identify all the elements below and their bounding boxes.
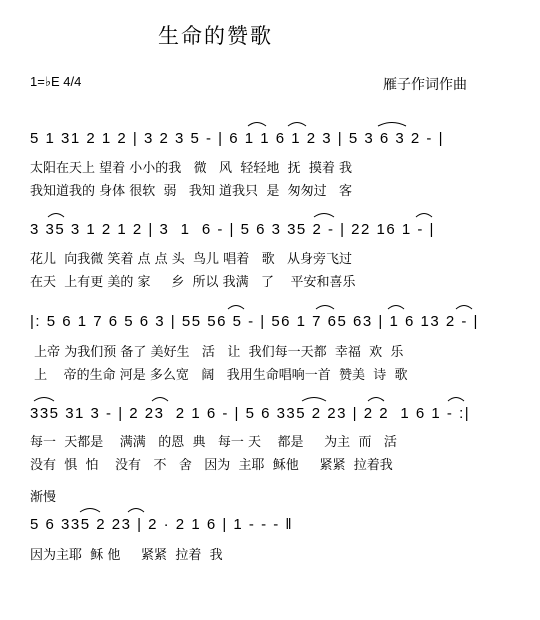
notation-line: |: 5 6 1 7 6 5 6 3 | 55 56 5 - | 56 1 7 65 63 | 1 6 13 2 - | xyxy=(30,313,479,330)
notation-line: 5 6 335 2 23 | 2 · 2 1 6 | 1 - - - ‖ xyxy=(30,516,294,533)
tie-arc xyxy=(368,398,384,402)
tie-arc xyxy=(228,306,244,310)
tie-arc xyxy=(448,398,464,402)
tie-arc xyxy=(248,123,266,127)
notation-line: 3 35 3 1 2 1 2 | 3 1 6 - | 5 6 3 35 2 - | 22 16 1 - | xyxy=(30,221,435,238)
tie-arc xyxy=(388,306,404,310)
tie-arc xyxy=(48,214,64,218)
tie-arc xyxy=(128,509,144,513)
tie-arc xyxy=(456,306,472,310)
lyric-line: 太阳在天上 望着 小小的我 微 风 轻轻地 抚 摸着 我 xyxy=(30,161,352,176)
tie-arc xyxy=(80,509,100,513)
page-title: 生命的赞歌 xyxy=(158,24,273,48)
notation-line: 5 1 31 2 1 2 | 3 2 3 5 - | 6 1 1 6 1 2 3 | 5 3 6 3 2 - | xyxy=(30,130,444,147)
tie-arc xyxy=(378,123,406,127)
tie-arc xyxy=(152,398,168,402)
tie-arc xyxy=(288,123,306,127)
lyric-line: 在天 上有更 美的 家 乡 所以 我满 了 平安和喜乐 xyxy=(30,275,356,290)
tempo-marking: 渐慢 xyxy=(30,490,57,505)
tie-arc xyxy=(316,306,334,310)
tie-arc xyxy=(302,398,326,402)
lyric-line: 上 帝的生命 河是 多么宽 阔 我用生命唱响一首 赞美 诗 歌 xyxy=(30,368,408,383)
lyric-line: 花儿 向我微 笑着 点 点 头 鸟儿 唱着 歌 从身旁飞过 xyxy=(30,252,352,267)
tie-arc xyxy=(416,214,432,218)
tie-arc xyxy=(314,214,334,218)
key-signature: 1=♭E 4/4 xyxy=(30,74,82,89)
tie-arc xyxy=(34,398,54,402)
author-credit: 雁子作词作曲 xyxy=(383,77,467,93)
lyric-line: 因为主耶 稣 他 紧紧 拉着 我 xyxy=(30,548,223,563)
lyric-line: 每一 天都是 满满 的恩 典 每一 天 都是 为主 而 活 xyxy=(30,435,397,450)
lyric-line: 我知道我的 身体 很软 弱 我知 道我只 是 匆匆过 客 xyxy=(30,184,352,199)
lyric-line: 上帝 为我们预 备了 美好生 活 让 我们每一天都 幸福 欢 乐 xyxy=(30,345,404,360)
notation-line: 335 31 3 - | 2 23 2 1 6 - | 5 6 335 2 23 | 2 2 1 6 1 - :| xyxy=(30,405,471,422)
lyric-line: 没有 惧 怕 没有 不 舍 因为 主耶 稣他 紧紧 拉着我 xyxy=(30,458,393,473)
